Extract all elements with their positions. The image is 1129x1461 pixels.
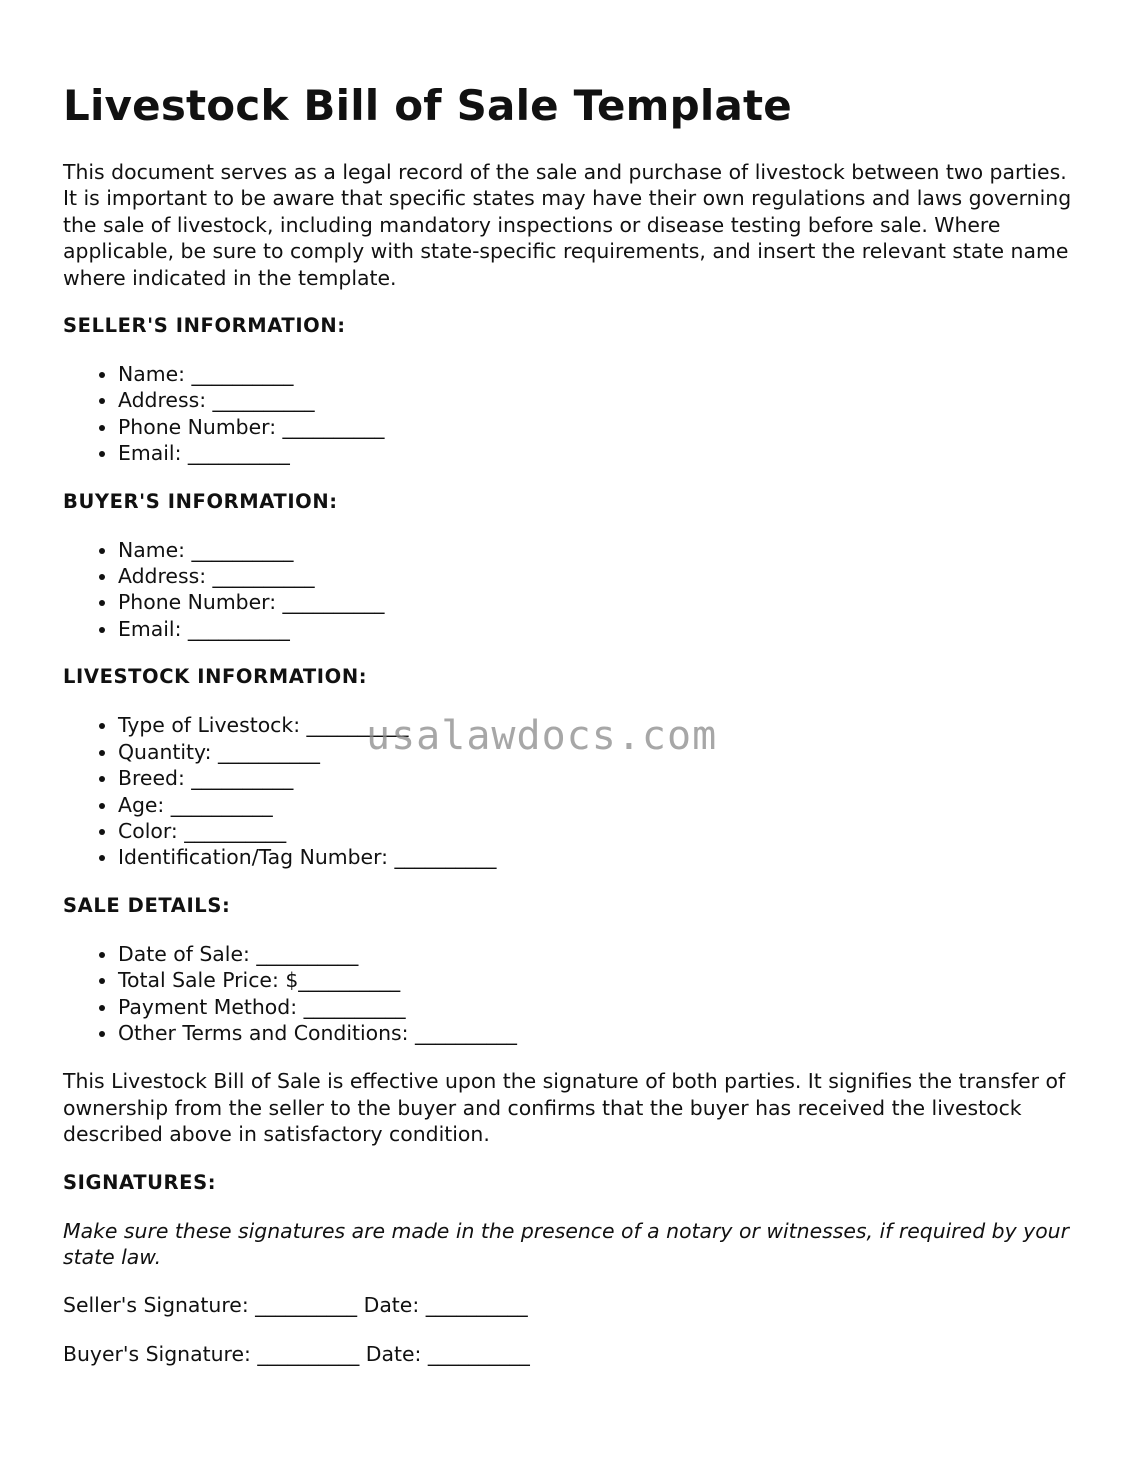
sale-price-field: • Total Sale Price: $__________ xyxy=(118,967,1073,993)
livestock-color-field: • Color: __________ xyxy=(118,818,1073,844)
livestock-age-field: • Age: __________ xyxy=(118,792,1073,818)
seller-email-field: • Email: __________ xyxy=(118,440,1073,466)
page-title: Livestock Bill of Sale Template xyxy=(63,81,792,130)
seller-address-field: • Address: __________ xyxy=(118,387,1073,413)
buyer-name-field: • Name: __________ xyxy=(118,537,1073,563)
buyer-email-field: • Email: __________ xyxy=(118,616,1073,642)
seller-phone-field: • Phone Number: __________ xyxy=(118,414,1073,440)
seller-list xyxy=(63,361,1073,467)
livestock-type-field: • Type of Livestock: __________ xyxy=(118,712,1073,738)
buyer-signature-line: Buyer's Signature: __________ Date: __________ xyxy=(63,1341,530,1366)
signatures-note: Make sure these signatures are made in the presence of a notary or witnesses, if required by your state law. xyxy=(63,1218,1069,1269)
seller-name-field: • Name: __________ xyxy=(118,361,1073,387)
closing-paragraph: This Livestock Bill of Sale is effective upon the signature of both parties. It signifies the transfer of ownership from the seller to the buyer and confirms that the buyer has received the livestock described above in satisfactory condition. xyxy=(63,1069,1066,1147)
sale-heading: SALE DETAILS: xyxy=(63,893,231,917)
seller-signature-line: Seller's Signature: __________ Date: __________ xyxy=(63,1293,528,1318)
buyer-heading: BUYER'S INFORMATION: xyxy=(63,489,338,513)
buyer-phone-field: • Phone Number: __________ xyxy=(118,589,1073,615)
intro-paragraph: This document serves as a legal record of the sale and purchase of livestock between two parties. It is important to be aware that specific states may have their own regulations and laws governing the sale of livestock, including mandatory inspections or disease testing before sale. Where applicable, be sure to comply with state-specific requirements, and insert the relevant state name where indicated in the template. xyxy=(63,160,1072,290)
livestock-heading: LIVESTOCK INFORMATION: xyxy=(63,665,368,689)
watermark: usalawdocs.com xyxy=(366,713,718,759)
seller-heading: SELLER'S INFORMATION: xyxy=(63,314,346,338)
livestock-tag-field: • Identification/Tag Number: __________ xyxy=(118,844,1073,870)
sale-date-field: • Date of Sale: __________ xyxy=(118,941,1073,967)
signatures-heading: SIGNATURES: xyxy=(63,1170,217,1194)
sale-terms-field: • Other Terms and Conditions: __________ xyxy=(118,1020,1073,1046)
livestock-quantity-field: • Quantity: __________ xyxy=(118,739,1073,765)
buyer-list xyxy=(63,537,1073,643)
sale-payment-field: • Payment Method: __________ xyxy=(118,994,1073,1020)
buyer-address-field: • Address: __________ xyxy=(118,563,1073,589)
sale-list xyxy=(63,941,1073,1047)
livestock-breed-field: • Breed: __________ xyxy=(118,765,1073,791)
